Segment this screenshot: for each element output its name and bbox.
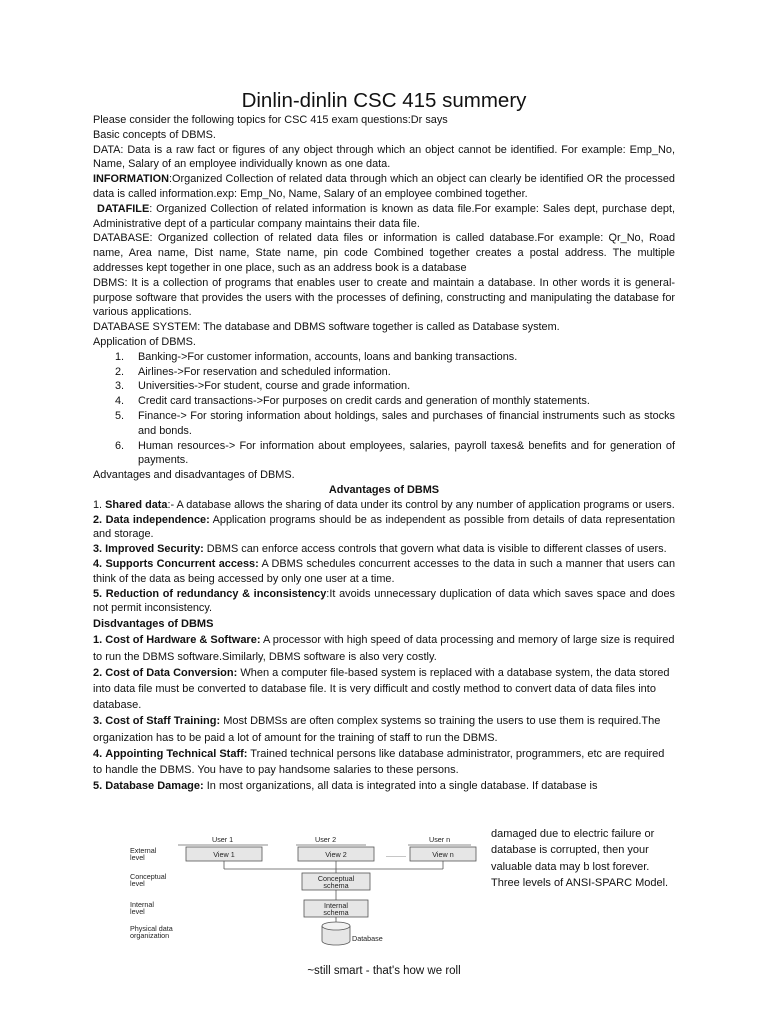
database-cylinder-icon [322, 922, 350, 945]
intro-line: Please consider the following topics for CSC 415 exam questions:Dr says [93, 114, 448, 126]
level-label: Conceptual [130, 872, 167, 881]
item-term: Cost of Staff Training: [105, 715, 221, 728]
disadvantages-section [93, 616, 675, 794]
database-damage-continuation [491, 826, 701, 892]
view-label: View n [432, 850, 454, 859]
item-text: In most organizations, all data is integrated into a single database. If database is [203, 780, 598, 793]
list-text: Banking->For customer information, accounts, loans and banking transactions. [138, 350, 518, 363]
continuation-line: database is corrupted, then your [491, 844, 649, 857]
item-term: Cost of Data Conversion: [105, 666, 238, 679]
item-text: A DBMS schedules concurrent accesses to the data in such a manner that users can think of the data as being accessed by only one user at a time. [93, 557, 676, 585]
advantage-item [93, 587, 675, 617]
list-number: 4. [115, 395, 125, 408]
advantage-item [93, 557, 675, 587]
item-text: :- A database allows the sharing of data under its control by any number of application programs or users. [167, 498, 675, 511]
item-number: 3. [93, 715, 103, 728]
list-item [93, 409, 675, 439]
list-number: 6. [115, 439, 125, 452]
disadvantage-item [93, 778, 675, 794]
item-term: Improved Security: [105, 543, 204, 556]
advantage-item [93, 498, 675, 513]
disadvantage-item [93, 665, 675, 714]
item-number: 4. [93, 557, 103, 570]
list-text: Human resources-> For information about employees, salaries, payroll taxes& benefits and for generation of payments. [138, 439, 675, 467]
level-label: organization [130, 931, 170, 940]
datafile-term: DATAFILE [97, 202, 150, 215]
list-text: Finance-> For storing information about holdings, sales and purchases of financial instruments such as stocks and bonds. [138, 409, 675, 437]
list-text: Airlines->For reservation and scheduled information. [138, 365, 391, 378]
continuation-line: valuable data may b lost forever. [491, 860, 650, 873]
item-term: Cost of Hardware & Software: [105, 634, 261, 647]
information-definition [93, 172, 675, 202]
item-text: :It avoids unnecessary duplication of data which saves space and does not permit inconsistency. [93, 587, 675, 615]
list-item [93, 394, 675, 409]
level-label: External [130, 846, 157, 855]
list-number: 2. [115, 365, 125, 378]
item-number: 3. [93, 543, 103, 556]
item-number: 2. [93, 513, 103, 526]
level-label: level [130, 907, 145, 916]
list-number: 3. [115, 380, 125, 393]
user-label: User 2 [315, 835, 337, 844]
datafile-text: : Organized Collection of related information is known as data file.For example: Sales dept, purchase dept, Administrative dept of a particular company maintains their data file. [93, 202, 675, 230]
basic-concepts-line: Basic concepts of DBMS. [93, 128, 216, 141]
item-number: 5. [93, 780, 103, 793]
view-label: View 1 [213, 850, 235, 859]
applications-list [93, 350, 675, 468]
disadvantage-item [93, 746, 675, 778]
information-text: :Organized Collection of related data through which an object can clearly be identified OR the processed data is called information.exp: Emp_No, Name, Salary of an employee combined together. [93, 173, 675, 200]
continuation-line: damaged due to electric failure or [491, 828, 655, 840]
list-text: Credit card transactions->For purposes on credit cards and generation of monthly statements. [138, 395, 590, 408]
advantage-item [93, 513, 675, 543]
database-label: Database [352, 934, 383, 943]
advantages-heading: Advantages of DBMS [328, 483, 440, 496]
item-term: Shared data [105, 498, 168, 511]
item-text: When a computer file-based system is replaced with a database system, the data stored into data file must be converted to database file. It is very difficult and costly method to convert data of data files into database. [93, 666, 670, 712]
internal-schema-label: schema [323, 908, 349, 917]
item-text: Most DBMSs are often complex systems so training the users to use them is required.The organization has to be paid a lot of amount for the training of staff to run the DBMS. [93, 715, 661, 744]
item-term: Reduction of redundancy & inconsistency [105, 587, 327, 600]
adv-disadv-line: Advantages and disadvantages of DBMS. [93, 469, 295, 482]
page-footer: ~still smart - that's how we roll [307, 965, 461, 977]
disadvantages-heading: Disdvantages of DBMS [93, 618, 214, 631]
item-term: Data independence: [105, 513, 210, 526]
item-term: Appointing Technical Staff: [105, 747, 248, 760]
dbms-definition: DBMS: It is a collection of programs that enables user to create and maintain a database. In other words it is general-purpose software that provides the users with the processes of defining, constructing and manipulating the database for various applications. [93, 276, 675, 319]
view-label: View 2 [325, 850, 347, 859]
page-title: Dinlin-dinlin CSC 415 summery [241, 89, 527, 112]
ellipsis: .......... [386, 850, 406, 859]
level-label: level [130, 879, 145, 888]
database-definition: DATABASE: Organized collection of related data files or information is called database.For example: Qr_No, Road name, Area name, Dist name, State name, pin code Combined together creates a postal address. The multiple addresses kept together in one place, such as an address book is a database [93, 232, 675, 274]
list-text: Universities->For student, course and grade information. [138, 380, 411, 393]
user-label: User 1 [212, 835, 234, 844]
disadvantage-item [93, 632, 675, 664]
user-label: User n [429, 835, 451, 844]
item-text: Application programs should be as independent as possible from details of data representation and storage. [93, 513, 676, 541]
item-number: 1. [93, 634, 103, 647]
list-item [93, 379, 675, 394]
item-text: A processor with high speed of data processing and memory of large size is required to run the DBMS software.Similarly, DBMS software is also very costly. [93, 634, 675, 663]
item-number: 2. [93, 666, 103, 679]
conceptual-schema-label: schema [323, 881, 349, 890]
item-number: 5. [93, 587, 103, 600]
disadvantage-item [93, 713, 675, 745]
item-number: 4. [93, 747, 103, 760]
ansi-sparc-diagram [126, 833, 486, 948]
item-text: Trained technical persons like database administrator, programmers, etc are required to handle the DBMS. You have to pay handsome salaries to these persons. [93, 747, 665, 776]
level-label: level [130, 853, 145, 862]
application-heading: Application of DBMS. [93, 335, 196, 348]
list-number: 1. [115, 350, 125, 363]
document-body [93, 113, 675, 794]
continuation-line: Three levels of ANSI-SPARC Model. [491, 877, 669, 890]
list-item [93, 350, 675, 365]
item-text: DBMS can enforce access controls that govern what data is visible to different classes of users. [203, 543, 667, 556]
item-term: Supports Concurrent access: [105, 557, 259, 570]
conceptual-schema-label: Conceptual [317, 874, 355, 883]
data-definition: DATA: Data is a raw fact or figures of any object through which an object cannot be identified. For example: Emp_No, Name, Salary of an employee individually known as one data. [93, 143, 675, 171]
advantage-item [93, 542, 675, 557]
internal-schema-label: Internal [324, 901, 348, 910]
level-label: Physical data [130, 924, 173, 933]
item-term: Database Damage: [105, 780, 204, 793]
list-item [93, 439, 675, 469]
list-number: 5. [115, 409, 125, 422]
list-item [93, 365, 675, 380]
database-system-definition: DATABASE SYSTEM: The database and DBMS software together is called as Database system. [93, 321, 560, 334]
level-label: Internal [130, 900, 154, 909]
datafile-definition [93, 202, 675, 232]
item-number: 1. [93, 498, 103, 511]
information-term: INFORMATION [93, 173, 170, 186]
